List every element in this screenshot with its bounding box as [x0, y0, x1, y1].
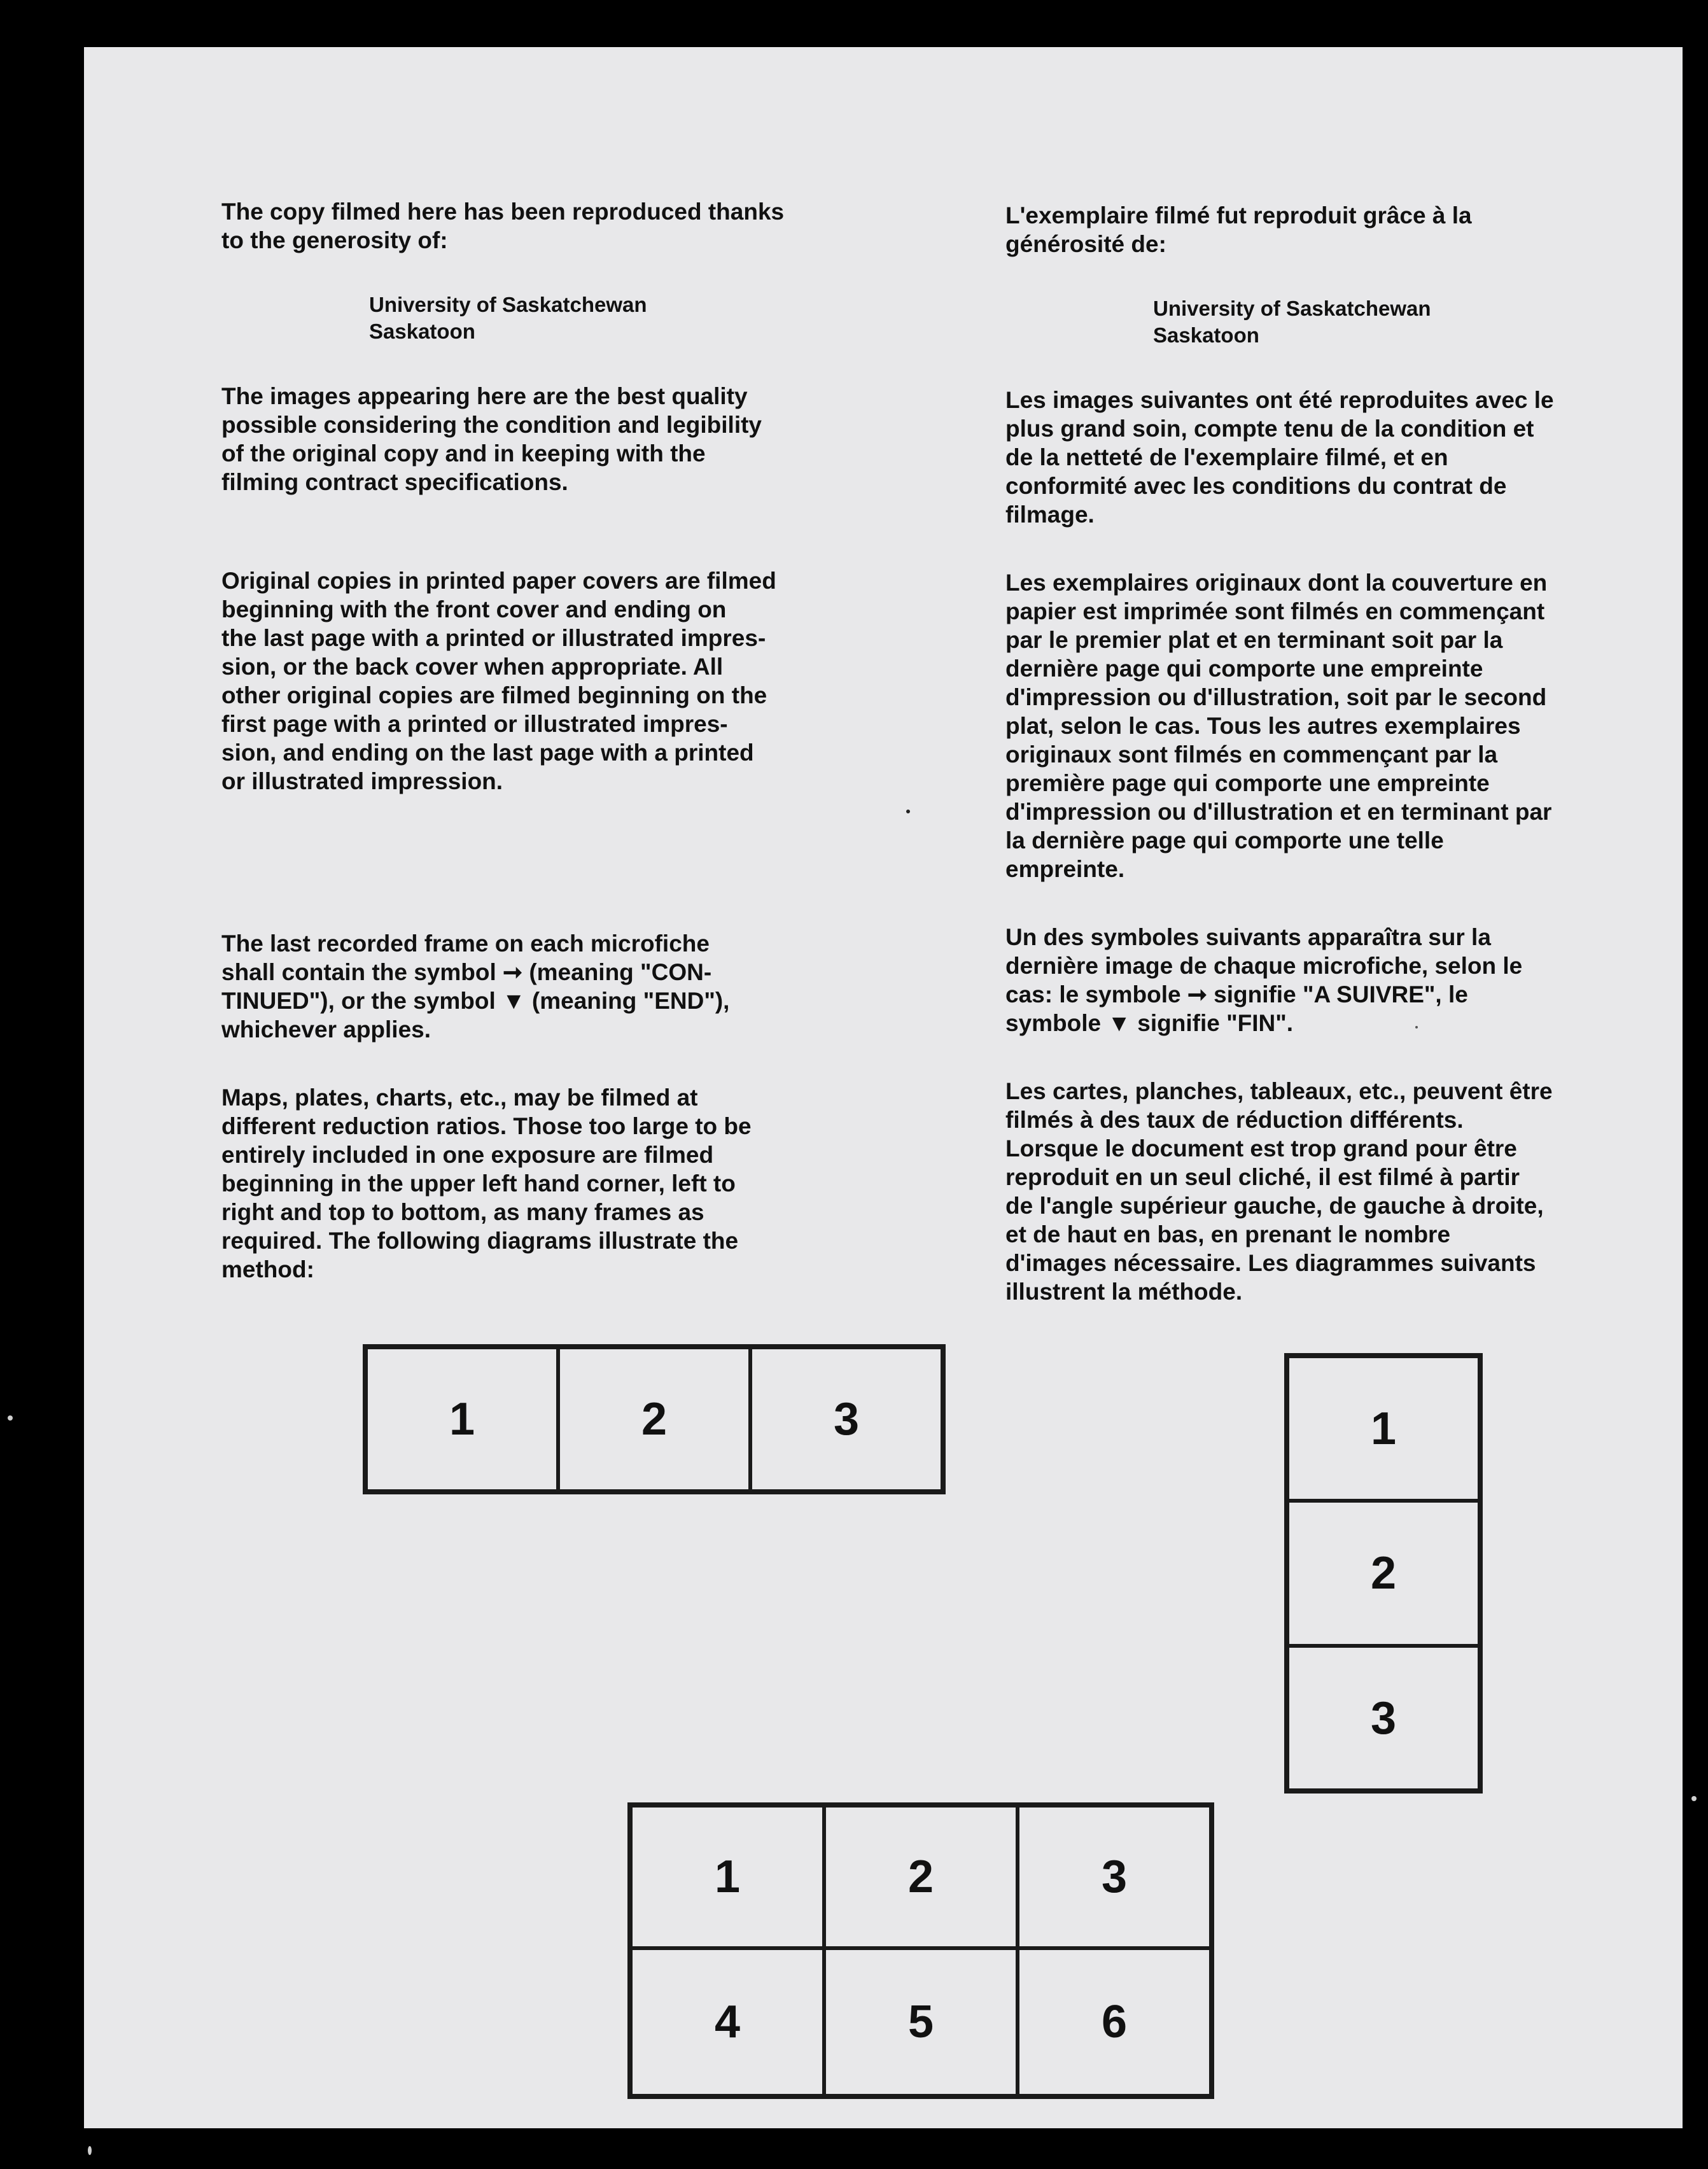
english-maps-paragraph [221, 1083, 883, 1284]
english-original-line: Original copies in printed paper covers are filmed [221, 568, 776, 594]
english-maps-line: different reduction ratios. Those too large to be [221, 1113, 752, 1139]
english-column [221, 197, 883, 1354]
french-original-line: dernière page qui comporte une empreinte [1005, 656, 1483, 682]
french-symbol-paragraph [1005, 923, 1642, 1037]
french-maps-line: Les cartes, planches, tableaux, etc., peuvent être [1005, 1078, 1553, 1104]
frame-cell: 2 [1287, 1501, 1480, 1646]
english-maps-line: beginning in the upper left hand corner, left to [221, 1170, 736, 1197]
frame-cell: 5 [824, 1948, 1018, 2096]
frame-cell: 4 [631, 1948, 824, 2096]
english-quality-line: possible considering the condition and legibility [221, 412, 762, 438]
french-column [1005, 201, 1642, 1345]
grid-frame-diagram [627, 1802, 1214, 2099]
english-original-line: other original copies are filmed beginning on the [221, 682, 767, 708]
french-original-line: d'impression ou d'illustration, soit par le second [1005, 684, 1547, 710]
french-original-line: par le premier plat et en terminant soit par la [1005, 627, 1503, 653]
english-intro [221, 197, 883, 255]
frame-cell: 2 [824, 1806, 1018, 1948]
english-maps-line: method: [221, 1256, 314, 1282]
scan-speck [88, 2146, 92, 2155]
french-symbol-line: dernière image de chaque microfiche, selon le [1005, 953, 1523, 979]
french-quality-line: plus grand soin, compte tenu de la condition et [1005, 416, 1534, 442]
french-maps-line: illustrent la méthode. [1005, 1279, 1243, 1305]
french-intro [1005, 201, 1642, 258]
horizontal-frame-diagram [363, 1344, 946, 1494]
scan-speck [1415, 1026, 1418, 1028]
french-quality-line: de la netteté de l'exemplaire filmé, et en [1005, 444, 1448, 470]
french-maps-line: de l'angle supérieur gauche, de gauche à droite, [1005, 1193, 1544, 1219]
french-original-line: la dernière page qui comporte une telle [1005, 827, 1444, 853]
library-city: Saskatoon [369, 319, 475, 343]
english-symbol-line: whichever applies. [221, 1016, 431, 1042]
english-symbol-line: The last recorded frame on each microfiche [221, 930, 710, 957]
frame-cell: 3 [1018, 1806, 1211, 1948]
english-symbol-line: TINUED"), or the symbol ▼ (meaning "END"), [221, 988, 730, 1014]
french-library [1153, 295, 1642, 349]
english-quality-line: of the original copy and in keeping with the [221, 440, 706, 467]
english-maps-line: entirely included in one exposure are filmed [221, 1142, 714, 1168]
frame-cell: 6 [1018, 1948, 1211, 2096]
french-maps-line: d'images nécessaire. Les diagrammes suivants [1005, 1250, 1536, 1276]
english-library [369, 291, 883, 345]
french-maps-line: reproduit en un seul cliché, il est filmé à partir [1005, 1164, 1520, 1190]
french-original-line: d'impression ou d'illustration et en terminant par [1005, 799, 1552, 825]
french-intro-line: L'exemplaire filmé fut reproduit grâce à la [1005, 202, 1472, 228]
scan-speck [8, 1415, 13, 1421]
english-original-line: or illustrated impression. [221, 768, 503, 794]
frame-cell: 1 [366, 1347, 558, 1491]
scan-speck [906, 810, 910, 813]
english-original-paragraph [221, 566, 883, 796]
english-maps-line: Maps, plates, charts, etc., may be filmed at [221, 1084, 698, 1111]
french-original-line: première page qui comporte une empreinte [1005, 770, 1490, 796]
french-original-line: plat, selon le cas. Tous les autres exemplaires [1005, 713, 1521, 739]
french-maps-line: et de haut en bas, en prenant le nombre [1005, 1221, 1451, 1247]
french-original-line: Les exemplaires originaux dont la couverture en [1005, 570, 1548, 596]
english-symbol-paragraph [221, 929, 883, 1044]
french-original-line: originaux sont filmés en commençant par la [1005, 741, 1498, 768]
french-symbol-line: cas: le symbole ➞ signifie "A SUIVRE", le [1005, 981, 1468, 1007]
library-city: Saskatoon [1153, 323, 1259, 347]
english-symbol-line: shall contain the symbol ➞ (meaning "CON- [221, 959, 712, 985]
french-original-line: empreinte. [1005, 856, 1125, 882]
french-maps-line: filmés à des taux de réduction différents. [1005, 1107, 1464, 1133]
frame-cell: 3 [750, 1347, 942, 1491]
french-quality-line: filmage. [1005, 502, 1095, 528]
english-original-line: sion, or the back cover when appropriate. All [221, 654, 724, 680]
french-symbol-line: Un des symboles suivants apparaîtra sur la [1005, 924, 1491, 950]
french-quality-line: Les images suivantes ont été reproduites avec le [1005, 387, 1554, 413]
french-maps-line: Lorsque le document est trop grand pour être [1005, 1135, 1517, 1162]
english-maps-line: required. The following diagrams illustrate the [221, 1228, 739, 1254]
library-name: University of Saskatchewan [1153, 297, 1431, 320]
frame-cell: 2 [558, 1347, 750, 1491]
french-intro-line: générosité de: [1005, 231, 1166, 257]
french-quality-paragraph [1005, 386, 1642, 529]
english-quality-line: The images appearing here are the best quality [221, 383, 748, 409]
english-original-line: first page with a printed or illustrated impres- [221, 711, 728, 737]
english-quality-line: filming contract specifications. [221, 469, 568, 495]
english-intro-line: to the generosity of: [221, 227, 448, 253]
english-intro-line: The copy filmed here has been reproduced thanks [221, 199, 785, 225]
scan-speck [1691, 1796, 1697, 1801]
french-original-paragraph [1005, 568, 1642, 883]
french-quality-line: conformité avec les conditions du contrat de [1005, 473, 1507, 499]
frame-cell: 1 [631, 1806, 824, 1948]
english-quality-paragraph [221, 382, 883, 496]
french-original-line: papier est imprimée sont filmés en commençant [1005, 598, 1545, 624]
vertical-frame-diagram [1284, 1353, 1483, 1793]
french-symbol-line: symbole ▼ signifie "FIN". [1005, 1010, 1294, 1036]
english-original-line: the last page with a printed or illustrated impres- [221, 625, 766, 651]
english-original-line: sion, and ending on the last page with a printed [221, 740, 754, 766]
library-name: University of Saskatchewan [369, 293, 647, 316]
frame-cell: 1 [1287, 1356, 1480, 1501]
frame-cell: 3 [1287, 1646, 1480, 1790]
french-maps-paragraph [1005, 1077, 1642, 1306]
english-maps-line: right and top to bottom, as many frames as [221, 1199, 704, 1225]
english-original-line: beginning with the front cover and ending on [221, 596, 727, 622]
